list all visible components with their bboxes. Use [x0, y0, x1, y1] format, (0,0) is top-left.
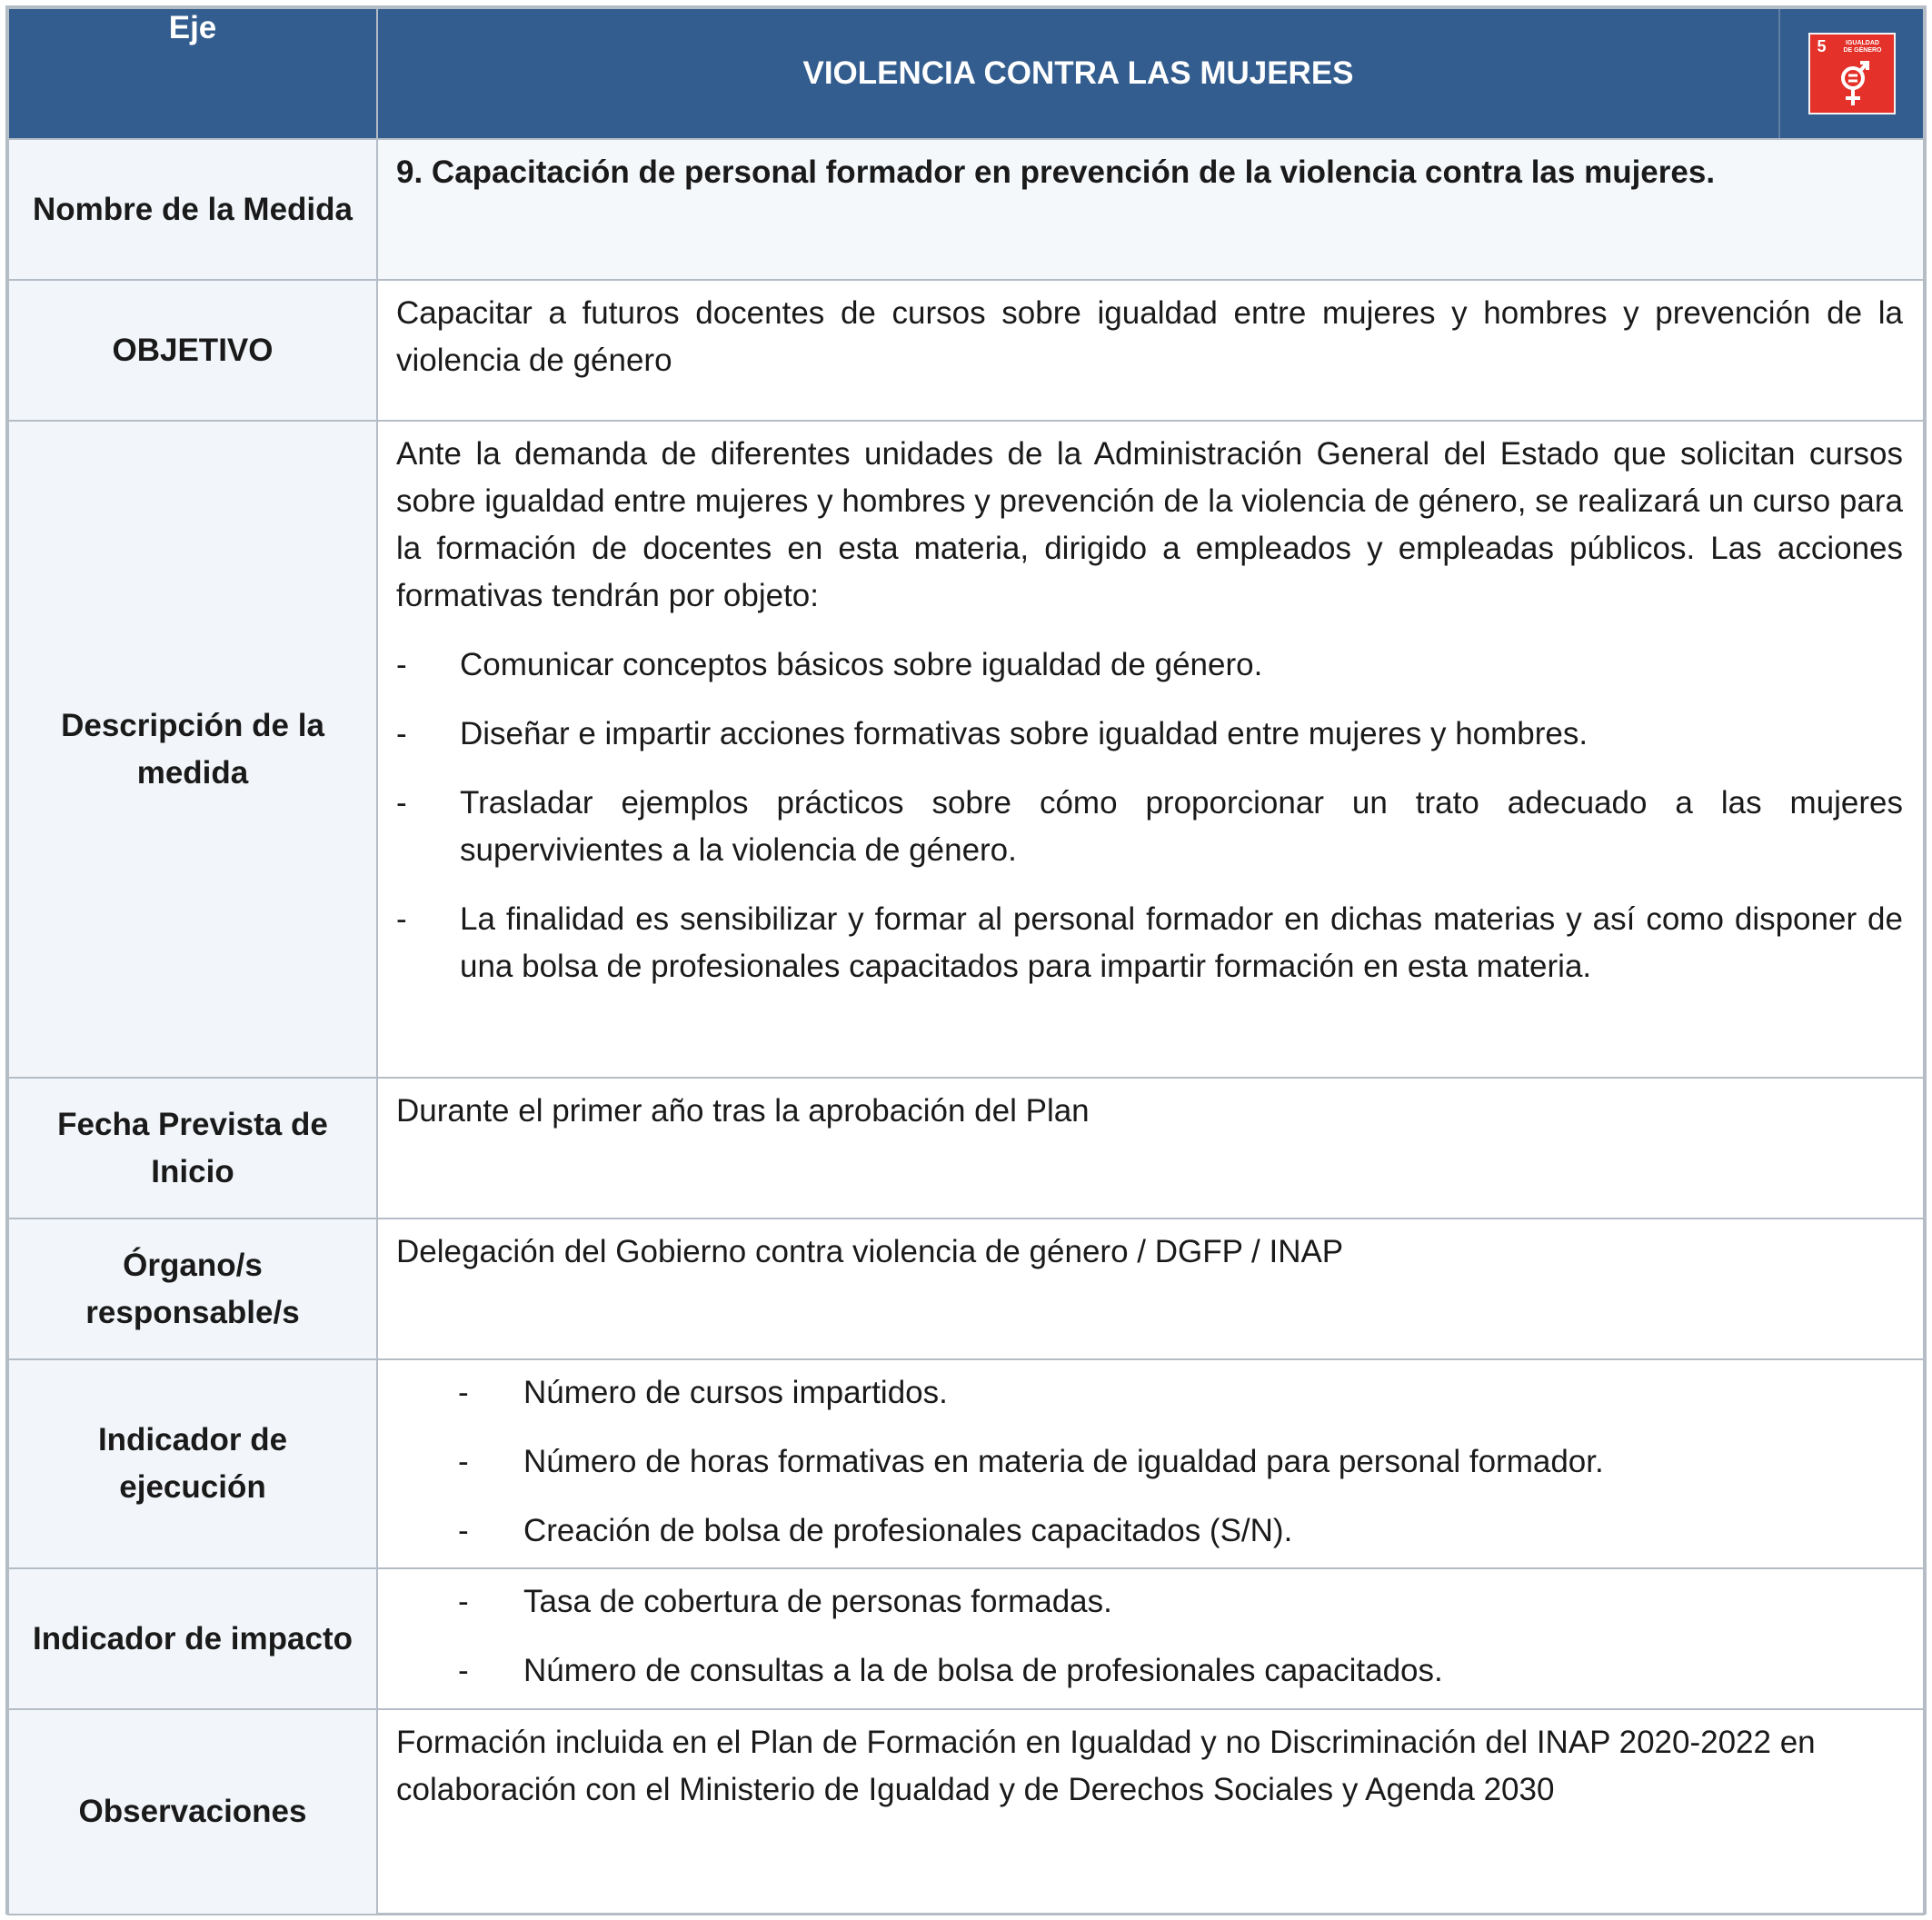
header-eje-label: Eje [8, 8, 377, 139]
value-objetivo: Capacitar a futuros docentes de cursos sobre igualdad entre mujeres y hombres y prevención de la violencia de género [377, 280, 1924, 421]
list-item: - Número de consultas a la de bolsa de profesionales capacitados. [458, 1653, 1443, 1688]
list-item: - Número de horas formativas en materia de igualdad para personal formador. [458, 1444, 1604, 1479]
descripcion-list [396, 642, 1903, 990]
value-observaciones: Formación incluida en el Plan de Formación en Igualdad y no Discriminación del INAP 2020-2022 en colaboración con el Ministerio de Igualdad y de Derechos Sociales y Agenda 2030 [377, 1709, 1924, 1915]
sdg-5-gender-equality-logo [1808, 33, 1896, 114]
value-indicador-ejecucion [377, 1359, 1924, 1568]
value-indicador-impacto [377, 1568, 1924, 1709]
row-indicador-impacto [8, 1568, 1924, 1709]
label-descripcion: Descripción de la medida [8, 421, 377, 1078]
measure-sheet [5, 5, 1927, 1915]
indicador-impacto-list [396, 1578, 1903, 1695]
list-item: - Número de cursos impartidos. [458, 1375, 948, 1410]
value-descripcion [377, 421, 1924, 1078]
list-item: - Tasa de cobertura de personas formadas. [458, 1584, 1112, 1619]
list-item: - Comunicar conceptos básicos sobre igualdad de género. [396, 647, 1263, 682]
label-objetivo: OBJETIVO [8, 280, 377, 421]
label-indicador-impacto: Indicador de impacto [8, 1568, 377, 1709]
row-indicador-ejecucion [8, 1359, 1924, 1568]
value-organo: Delegación del Gobierno contra violencia de género / DGFP / INAP [377, 1219, 1924, 1359]
indicador-ejecucion-list [396, 1369, 1903, 1555]
label-fecha: Fecha Prevista de Inicio [8, 1078, 377, 1219]
header-title: VIOLENCIA CONTRA LAS MUJERES [802, 55, 1354, 91]
sdg-text-line2: DE GÉNERO [1843, 47, 1882, 54]
label-organo: Órgano/s responsable/s [8, 1219, 377, 1359]
row-fecha [8, 1078, 1924, 1219]
row-nombre [8, 139, 1924, 280]
descripcion-intro: Ante la demanda de diferentes unidades de la Administración General del Estado que solicitan cursos sobre igualdad entre mujeres y hombres y prevención de la violencia de género, se realizará un curso para la formación de docentes en esta materia, dirigido a empleados y empleadas públicos. Las acciones formativas tendrán por objeto: [396, 436, 1903, 613]
list-item: - Diseñar e impartir acciones formativas sobre igualdad entre mujeres y hombres. [396, 716, 1588, 751]
label-observaciones: Observaciones [8, 1709, 377, 1915]
measure-table [7, 7, 1925, 1915]
sdg-number: 5 [1817, 37, 1827, 55]
value-fecha: Durante el primer año tras la aprobación del Plan [377, 1078, 1924, 1219]
label-nombre: Nombre de la Medida [8, 139, 377, 280]
value-nombre: 9. Capacitación de personal formador en prevención de la violencia contra las mujeres. [377, 139, 1924, 280]
label-indicador-ejecucion: Indicador de ejecución [8, 1359, 377, 1568]
list-item: - Creación de bolsa de profesionales capacitados (S/N). [458, 1513, 1293, 1548]
row-objetivo [8, 280, 1924, 421]
list-item: - La finalidad es sensibilizar y formar al personal formador en dichas materias y así como disponer de una bolsa de profesionales capacitados para impartir formación en esta materia. [396, 901, 1903, 984]
list-item: - Trasladar ejemplos prácticos sobre cómo proporcionar un trato adecuado a las mujeres supervivientes a la violencia de género. [396, 785, 1903, 868]
header-row [8, 8, 1924, 139]
row-descripcion [8, 421, 1924, 1078]
gender-equality-icon [1840, 60, 1869, 111]
row-organo [8, 1219, 1924, 1359]
sdg-text-line1: IGUALDAD [1846, 40, 1879, 46]
row-observaciones [8, 1709, 1924, 1915]
